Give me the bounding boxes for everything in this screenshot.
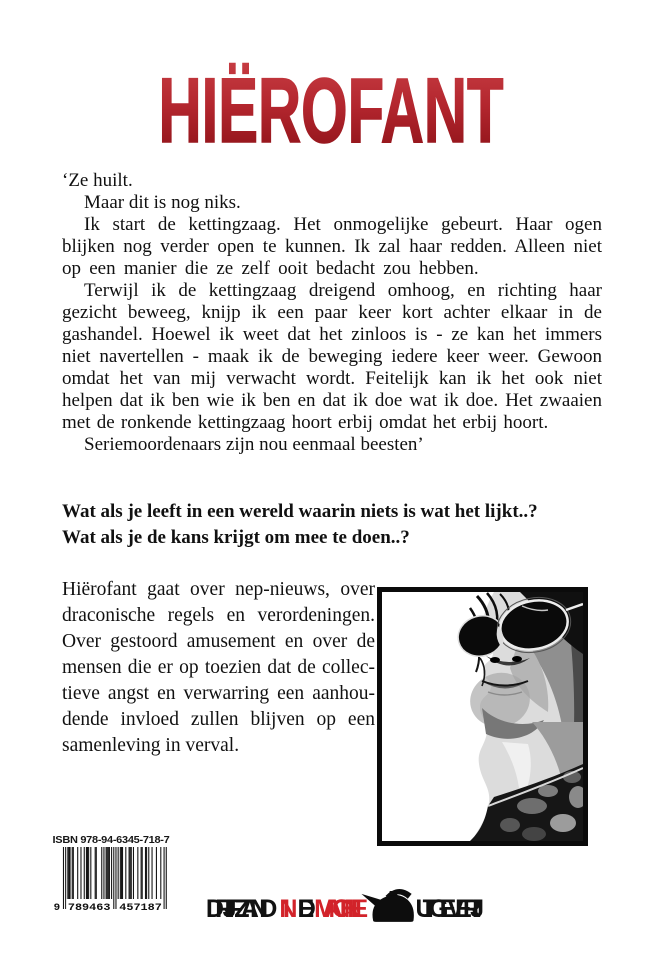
description-line: Hiërofant gaat over nep-nieuws, over [62,579,375,600]
quote-line: ‘Ze huilt. [62,170,133,191]
portrait-photo-frame [377,587,588,846]
back-cover-quote [62,170,602,456]
quote-line: Maar dit is nog niks. [84,192,241,213]
quote-line: Ik start de kettingzaag. Het onmogelijke gebeurt. Haar ogen [84,214,602,235]
quote-line: blijken nog verder open te kunnen. Ik zal haar redden. Alleen niet [62,236,602,257]
publisher-logo [204,885,486,926]
quote-line: op een manier die ze zelf ooit bedacht zou hebben. [62,258,479,279]
book-description [62,577,375,759]
quote-line: omdat het van mij verwacht wordt. Feitelijk kan ik het ook niet [62,368,602,389]
description-line: tieve angst en verwarring een aanhou- [62,683,375,704]
tagline-line: Wat als je leeft in een wereld waarin niets is wat het lijkt..? [62,501,538,522]
description-line: mensen die er op toezien dat de collec- [62,657,375,678]
barcode-digits: 9 [53,902,61,913]
tagline-questions [62,499,607,551]
isbn-label: ISBN 978-94-6345-718-7 [52,834,170,846]
description-line: Over gestoord amusement en over de [62,631,375,652]
tagline-line: Wat als je de kans krijgt om mee te doen..? [62,527,410,548]
barcode-digits: 789463 [67,902,111,913]
quote-line: Seriemoordenaars zijn nou eenmaal beesten’ [84,434,424,455]
isbn-barcode [52,834,170,913]
publisher-wordmark: DRIJFZAND IN DE MACHINE UITGEVERIJ [205,895,485,924]
description-line: draconische regels en verordeningen. [62,605,375,626]
barcode-digits: 457187 [119,902,162,913]
quote-line: gezicht beweeg, knijp ik een paar keer kort achter elkaar in de [62,302,602,323]
book-title [0,56,663,156]
description-line: dende invloed zullen blijven op een [62,709,375,730]
title-text: HIËROFANT [158,60,504,156]
quote-line: niet navertellen - maak ik de beweging iedere keer weer. Gewoon [62,346,602,367]
kettle-icon [361,889,413,922]
description-line: samenleving in verval. [62,735,240,756]
quote-line: helpen dat ik ben wie ik ben en dat ik doe wat ik doe. Het zwaaien [62,390,602,411]
quote-line: met de ronkende kettingzaag hoort erbij omdat het erbij hoort. [62,412,549,433]
quote-line: gashandel. Hoewel ik weet dat het zinloos is - ze kan het immers [62,324,602,345]
quote-line: Terwijl ik de kettingzaag dreigend omhoog, en richting haar [84,280,602,301]
portrait-man-sunglasses-photo [382,592,583,841]
ean13-barcode [52,847,169,913]
